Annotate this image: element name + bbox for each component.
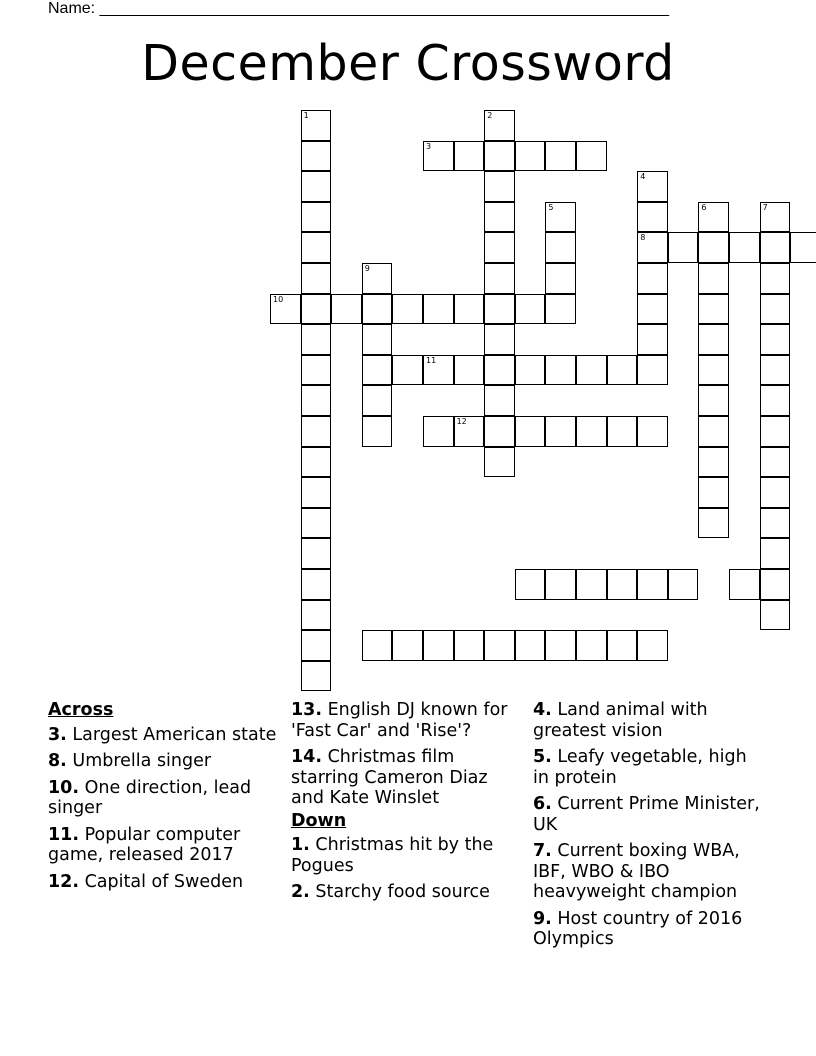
across-heading: Across [48,700,114,720]
clue-across-10 [48,778,283,819]
grid-cell[interactable] [331,294,362,325]
cell-number: 3 [426,141,432,151]
clue-number: 14. [291,747,323,767]
grid-cell[interactable] [637,324,668,355]
grid-cell[interactable] [301,447,332,478]
page-title: December Crossword [141,35,675,92]
grid-cell[interactable] [760,477,791,508]
grid-cell[interactable] [545,630,576,661]
grid-cell[interactable] [392,294,423,325]
grid-cell[interactable] [484,324,515,355]
clue-across-13 [291,700,526,741]
clue-text: Current Prime Minister, UK [533,794,760,835]
grid-cell[interactable] [362,630,393,661]
grid-cell[interactable] [637,416,668,447]
grid-cell[interactable] [607,630,638,661]
grid-cell[interactable] [301,324,332,355]
grid-cell[interactable] [545,232,576,263]
grid-cell[interactable] [362,324,393,355]
clue-number: 8. [48,751,67,771]
clue-number: 12. [48,871,80,892]
grid-cell[interactable] [484,447,515,478]
grid-cell[interactable] [301,232,332,263]
grid-cell[interactable] [790,232,816,263]
grid-cell[interactable] [301,294,332,325]
clue-number: 2. [291,882,310,902]
grid-cell[interactable] [301,202,332,233]
grid-cell[interactable] [392,355,423,386]
clue-down-7 [533,841,768,903]
grid-cell[interactable] [515,416,546,447]
grid-cell[interactable] [760,355,791,386]
grid-cell[interactable] [698,294,729,325]
grid-cell[interactable] [698,324,729,355]
grid-cell[interactable] [484,385,515,416]
clue-text: Christmas hit by the Pogues [291,835,494,876]
grid-cell[interactable] [545,202,576,233]
grid-cell[interactable] [760,600,791,631]
grid-cell[interactable] [729,232,760,263]
clue-down-4 [533,700,768,741]
clue-across-3 [48,725,283,746]
clue-number: 4. [533,700,552,720]
grid-cell[interactable] [698,385,729,416]
clue-number: 5. [533,747,552,767]
grid-cell[interactable] [698,202,729,233]
grid-cell[interactable] [301,416,332,447]
grid-cell[interactable] [362,355,393,386]
grid-cell[interactable] [362,416,393,447]
clue-number: 6. [533,794,552,814]
cell-number: 2 [487,111,493,120]
grid-cell[interactable] [454,355,485,386]
grid-cell[interactable] [760,508,791,539]
grid-cell[interactable] [362,385,393,416]
clue-text: Largest American state [66,724,277,745]
clue-text: Current boxing WBA, IBF, WBO & IBO heavyweight champion [533,841,740,902]
grid-cell[interactable] [454,294,485,325]
grid-cell[interactable] [484,416,515,447]
cell-number: 1 [303,111,309,120]
clue-number: 1. [291,835,310,855]
grid-cell[interactable] [607,355,638,386]
clue-text: Umbrella singer [66,751,212,771]
grid-cell[interactable] [423,355,454,386]
grid-cell[interactable] [576,630,607,661]
grid-cell[interactable] [760,232,791,263]
cell-number: 7 [762,202,768,212]
clue-text: Capital of Sweden [79,871,244,892]
clue-text: English DJ known for 'Fast Car' and 'Rise'? [291,700,508,741]
grid-cell[interactable] [362,263,393,294]
clue-number: 10. [48,777,80,798]
grid-cell[interactable] [484,630,515,661]
grid-cell[interactable] [698,508,729,539]
grid-cell[interactable] [760,385,791,416]
grid-cell[interactable] [760,263,791,294]
clue-down-2 [291,882,526,903]
grid-cell[interactable] [545,141,576,172]
grid-cell[interactable] [484,294,515,325]
grid-cell[interactable] [362,294,393,325]
clue-number: 9. [533,908,552,929]
grid-cell[interactable] [301,171,332,202]
grid-cell[interactable] [729,569,760,600]
grid-cell[interactable] [668,569,699,600]
grid-cell[interactable] [301,569,332,600]
grid-cell[interactable] [545,294,576,325]
grid-cell[interactable] [637,294,668,325]
clue-text: Leafy vegetable, high in protein [533,747,747,788]
clue-down-9 [533,909,768,950]
grid-cell[interactable] [454,630,485,661]
clue-text: Starchy food source [309,882,490,902]
grid-cell[interactable] [484,110,515,141]
clue-down-5 [533,747,768,788]
clue-across-12 [48,872,283,893]
grid-cell[interactable] [545,263,576,294]
grid-cell[interactable] [423,416,454,447]
grid-cell[interactable] [484,202,515,233]
cell-number: 5 [548,202,554,212]
grid-cell[interactable] [637,630,668,661]
down-heading: Down [291,810,347,831]
cell-number: 11 [426,355,437,365]
grid-cell[interactable] [698,477,729,508]
grid-cell[interactable] [301,263,332,294]
cell-number: 9 [364,264,370,273]
grid-cell[interactable] [515,141,546,172]
grid-cell[interactable] [576,355,607,386]
grid-cell[interactable] [698,232,729,263]
cell-number: 8 [640,233,646,243]
grid-cell[interactable] [392,630,423,661]
grid-cell[interactable] [668,232,699,263]
grid-cell[interactable] [454,141,485,172]
name-field[interactable]: Name: ________________________________________________________________ [48,0,670,17]
grid-cell[interactable] [576,416,607,447]
clue-across-14 [291,747,526,809]
grid-cell[interactable] [760,416,791,447]
grid-cell[interactable] [423,294,454,325]
grid-cell[interactable] [637,202,668,233]
clue-text: Popular computer game, released 2017 [48,824,241,865]
clues-column-1 [48,700,283,898]
grid-cell[interactable] [698,355,729,386]
cell-number: 6 [701,202,707,212]
grid-cell[interactable] [484,355,515,386]
cell-number: 12 [456,417,467,426]
clue-text: One direction, lead singer [48,777,252,818]
grid-cell[interactable] [301,141,332,172]
clue-across-8 [48,751,283,772]
clue-text: Host country of 2016 Olympics [533,908,743,949]
clue-across-11 [48,825,283,866]
grid-cell[interactable] [301,508,332,539]
grid-cell[interactable] [484,171,515,202]
cell-number: 4 [640,172,646,182]
grid-cell[interactable] [423,141,454,172]
grid-cell[interactable] [760,294,791,325]
clue-number: 11. [48,824,80,845]
grid-cell[interactable] [484,141,515,172]
grid-cell[interactable] [760,202,791,233]
grid-cell[interactable] [545,569,576,600]
clue-text: Christmas film starring Cameron Diaz and Kate Winslet [291,747,488,808]
clues-column-3 [533,700,768,956]
grid-cell[interactable] [515,294,546,325]
grid-cell[interactable] [637,355,668,386]
clues-column-2 [291,700,526,909]
grid-cell[interactable] [760,447,791,478]
grid-cell[interactable] [301,661,332,692]
grid-cell[interactable] [637,263,668,294]
grid-cell[interactable] [637,171,668,202]
grid-cell[interactable] [760,569,791,600]
grid-cell[interactable] [301,385,332,416]
grid-cell[interactable] [545,355,576,386]
grid-cell[interactable] [301,600,332,631]
grid-cell[interactable] [545,416,576,447]
grid-cell[interactable] [515,630,546,661]
cell-number: 10 [273,294,284,304]
grid-cell[interactable] [423,630,454,661]
grid-cell[interactable] [515,569,546,600]
grid-cell[interactable] [698,416,729,447]
grid-cell[interactable] [637,232,668,263]
grid-cell[interactable] [484,263,515,294]
clue-down-6 [533,794,768,835]
grid-cell[interactable] [301,355,332,386]
grid-cell[interactable] [515,355,546,386]
grid-cell[interactable] [607,416,638,447]
grid-cell[interactable] [270,294,301,325]
grid-cell[interactable] [607,569,638,600]
grid-cell[interactable] [760,324,791,355]
grid-cell[interactable] [576,141,607,172]
clue-text: Land animal with greatest vision [533,700,708,741]
grid-cell[interactable] [484,232,515,263]
grid-cell[interactable] [301,630,332,661]
grid-cell[interactable] [698,263,729,294]
grid-cell[interactable] [637,569,668,600]
grid-cell[interactable] [760,538,791,569]
clue-number: 7. [533,841,552,861]
clue-number: 13. [291,700,323,720]
grid-cell[interactable] [301,477,332,508]
grid-cell[interactable] [301,538,332,569]
clue-number: 3. [48,724,67,745]
clue-down-1 [291,835,526,876]
grid-cell[interactable] [454,416,485,447]
grid-cell[interactable] [301,110,332,141]
grid-cell[interactable] [698,447,729,478]
grid-cell[interactable] [576,569,607,600]
